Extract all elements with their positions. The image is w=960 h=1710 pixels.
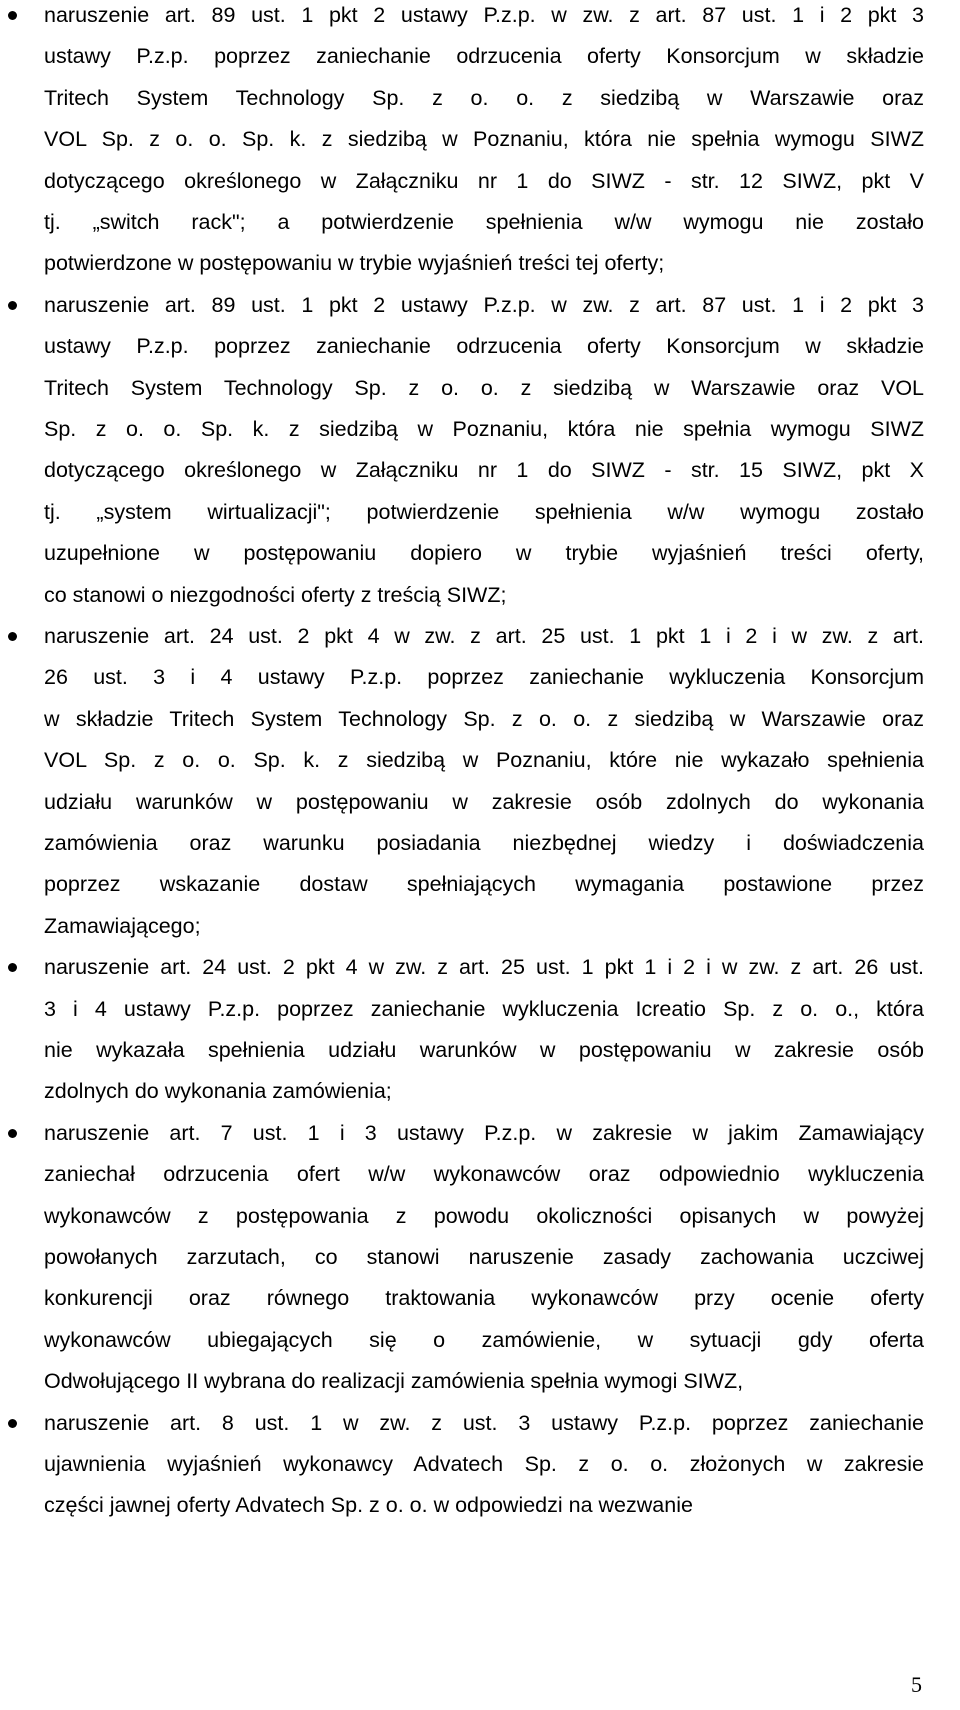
text-line: Tritech System Technology Sp. z o. o. z siedzibą w Warszawie oraz [44, 85, 924, 110]
text-line: naruszenie art. 89 ust. 1 pkt 2 ustawy P.z.p. w zw. z art. 87 ust. 1 i 2 pkt 3 [44, 292, 924, 317]
bullet-icon [8, 301, 17, 310]
text-line: Tritech System Technology Sp. z o. o. z siedzibą w Warszawie oraz VOL [44, 375, 924, 400]
text-line: powołanych zarzutach, co stanowi naruszenie zasady zachowania uczciwej [44, 1245, 924, 1269]
text-line: 3 i 4 ustawy P.z.p. poprzez zaniechanie wykluczenia Icreatio Sp. z o. o., która [44, 996, 924, 1021]
text-line: ustawy P.z.p. poprzez zaniechanie odrzucenia oferty Konsorcjum w składzie [44, 44, 924, 69]
text-line: wykonawców z postępowania z powodu okoliczności opisanych w powyżej [44, 1203, 924, 1228]
text-line: zamówienia oraz warunku posiadania niezbędnej wiedzy i doświadczenia [44, 831, 924, 855]
text-line: naruszenie art. 24 ust. 2 pkt 4 w zw. z art. 25 ust. 1 pkt 1 i 2 i w zw. z art. 26 ust. [44, 955, 924, 980]
text-line: udziału warunków w postępowaniu w zakresie osób zdolnych do wykonania [44, 789, 924, 814]
bullet-icon [8, 11, 17, 20]
text-line: potwierdzone w postępowaniu w trybie wyjaśnień treści tej oferty; [44, 251, 665, 276]
bullet-icon [8, 963, 17, 972]
text-line: co stanowi o niezgodności oferty z treścią SIWZ; [44, 582, 507, 607]
bullet-icon [8, 632, 17, 641]
text-line: uzupełnione w postępowaniu dopiero w trybie wyjaśnień treści oferty, [44, 541, 924, 566]
text-line: ustawy P.z.p. poprzez zaniechanie odrzucenia oferty Konsorcjum w składzie [44, 334, 924, 359]
text-line: dotyczącego określonego w Załączniku nr 1 do SIWZ - str. 15 SIWZ, pkt X [44, 458, 924, 483]
text-line: części jawnej oferty Advatech Sp. z o. o. w odpowiedzi na wezwanie [44, 1493, 693, 1518]
text-line: naruszenie art. 8 ust. 1 w zw. z ust. 3 ustawy P.z.p. poprzez zaniechanie [44, 1410, 924, 1435]
text-line: nie wykazała spełnienia udziału warunków w postępowaniu w zakresie osób [44, 1038, 924, 1062]
page-number: 5 [911, 1672, 922, 1697]
text-line: naruszenie art. 7 ust. 1 i 3 ustawy P.z.p. w zakresie w jakim Zamawiający [44, 1120, 924, 1145]
text-line: Zamawiającego; [44, 913, 201, 938]
bullet-icon [8, 1129, 17, 1138]
text-line: Odwołującego II wybrana do realizacji zamówienia spełnia wymogi SIWZ, [44, 1369, 744, 1394]
text-line: Sp. z o. o. Sp. k. z siedzibą w Poznaniu, która nie spełnia wymogu SIWZ [44, 417, 924, 441]
text-line: naruszenie art. 89 ust. 1 pkt 2 ustawy P.z.p. w zw. z art. 87 ust. 1 i 2 pkt 3 [44, 3, 924, 27]
text-line: zaniechał odrzucenia ofert w/w wykonawców oraz odpowiednio wykluczenia [44, 1162, 924, 1187]
text-line: ujawnienia wyjaśnień wykonawcy Advatech Sp. z o. o. złożonych w zakresie [44, 1452, 924, 1476]
text-line: zdolnych do wykonania zamówienia; [44, 1079, 392, 1104]
text-line: VOL Sp. z o. o. Sp. k. z siedzibą w Poznaniu, które nie wykazało spełnienia [44, 748, 924, 773]
text-line: dotyczącego określonego w Załączniku nr 1 do SIWZ - str. 12 SIWZ, pkt V [44, 168, 924, 193]
bullet-icon [8, 1419, 17, 1428]
text-line: wykonawców ubiegających się o zamówienie, w sytuacji gdy oferta [44, 1327, 924, 1352]
text-line: w składzie Tritech System Technology Sp. z o. o. z siedzibą w Warszawie oraz [44, 706, 924, 731]
text-line: VOL Sp. z o. o. Sp. k. z siedzibą w Poznaniu, która nie spełnia wymogu SIWZ [44, 127, 924, 152]
text-line: poprzez wskazanie dostaw spełniających wymagania postawione przez [44, 872, 924, 897]
text-line: tj. „system wirtualizacji"; potwierdzenie spełnienia w/w wymogu zostało [44, 499, 924, 524]
text-line: naruszenie art. 24 ust. 2 pkt 4 w zw. z art. 25 ust. 1 pkt 1 i 2 i w zw. z art. [44, 624, 924, 648]
text-line: konkurencji oraz równego traktowania wykonawców przy ocenie oferty [44, 1286, 924, 1311]
text-line: tj. „switch rack"; a potwierdzenie spełnienia w/w wymogu nie zostało [44, 210, 924, 234]
text-line: 26 ust. 3 i 4 ustawy P.z.p. poprzez zaniechanie wykluczenia Konsorcjum [44, 665, 924, 690]
